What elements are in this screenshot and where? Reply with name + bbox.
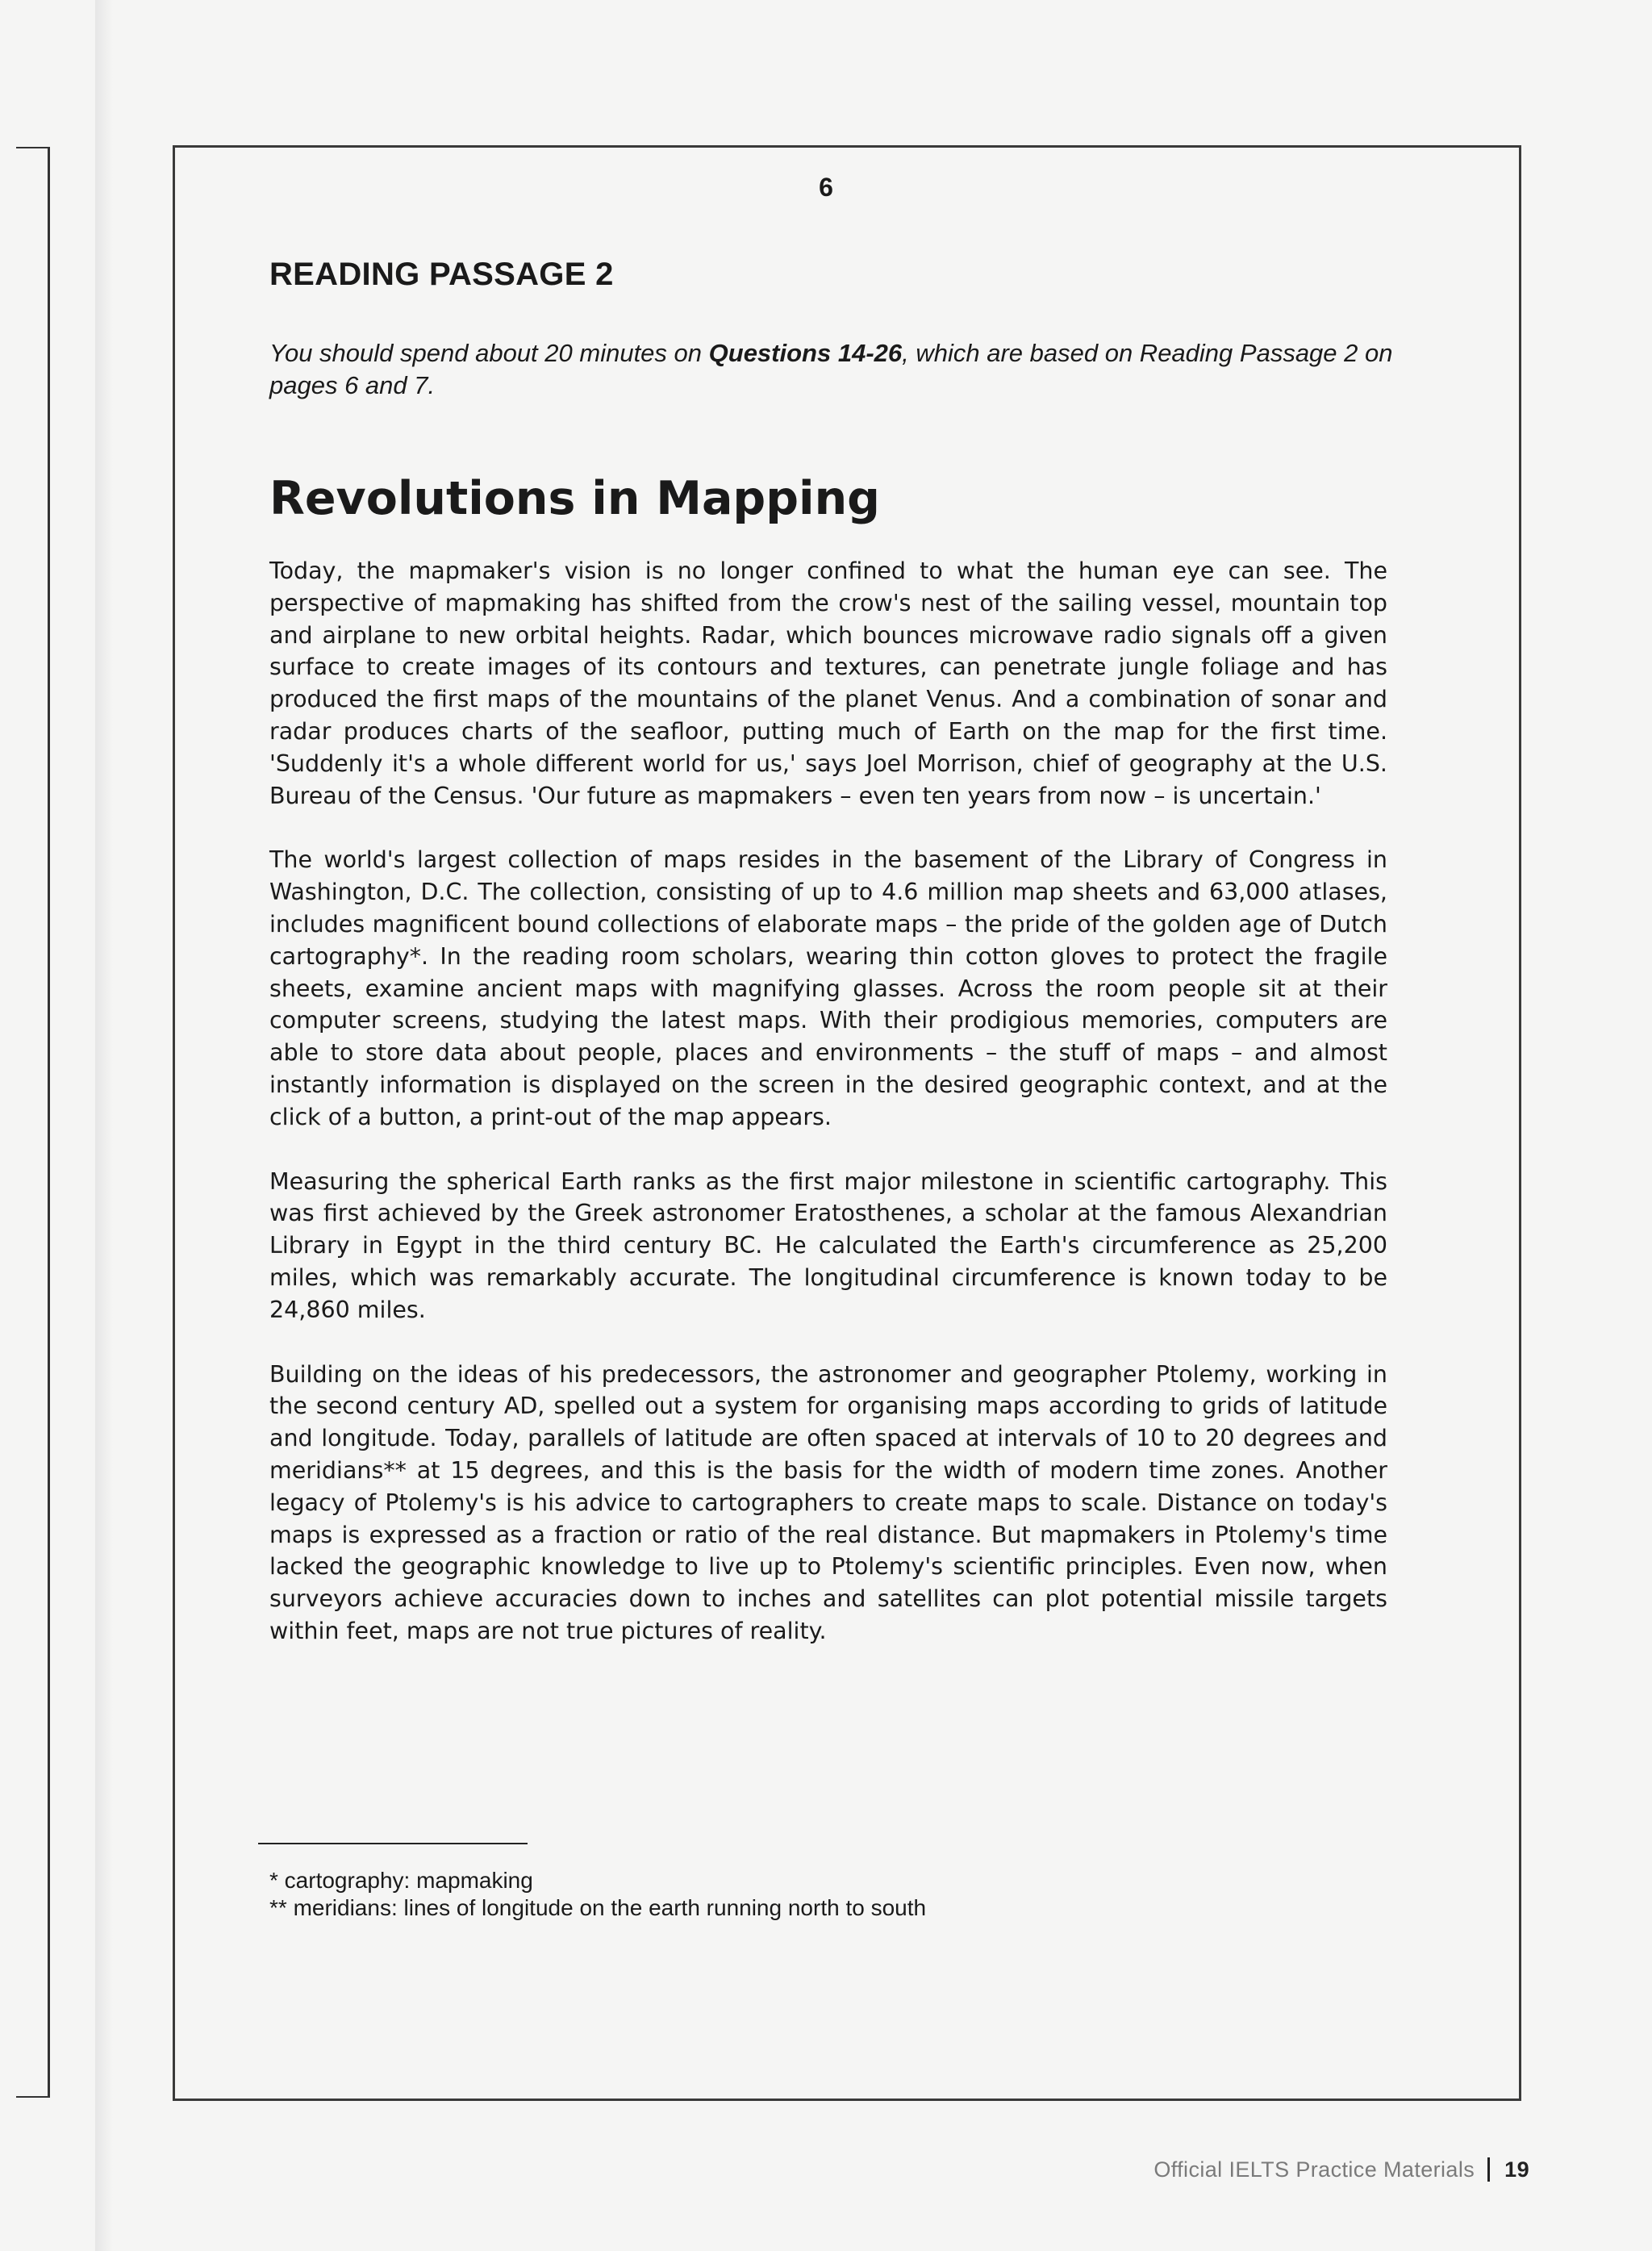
spine-shadow: [95, 0, 113, 2251]
footnotes: [269, 1867, 1318, 1922]
instructions-questions: Questions 14-26: [708, 339, 903, 367]
section-title: READING PASSAGE 2: [269, 257, 614, 292]
footer-page-number: 19: [1504, 2157, 1529, 2182]
instructions: [269, 337, 1463, 402]
paragraph-4: Building on the ideas of his predecessors, the astronomer and geographer Ptolemy, working in the second century AD, spelled out a system for organising maps according to grids of latitude and longitude. Today, parallels of latitude are often spaced at intervals of 10 to 20 degrees and meridians** at 15 degrees, and this is the basis for the width of modern time zones. Another legacy of Ptolemy's is his advice to cartographers to create maps to scale. Distance on today's maps is expressed as a fraction or ratio of the real distance. But mapmakers in Ptolemy's time lacked the geographic knowledge to live up to Ptolemy's scientific principles. Even now, when surveyors achieve accuracies down to inches and satellites can plot potential missile targets within feet, maps are not true pictures of reality.: [269, 1360, 1387, 1644]
footnote-meridians: ** meridians: lines of longitude on the earth running north to south: [269, 1895, 927, 1920]
footer-separator: [1487, 2157, 1490, 2182]
passage-body: [269, 555, 1387, 1680]
paragraph-1: Today, the mapmaker's vision is no longer confined to what the human eye can see. The perspective of mapmaking has shifted from the crow's nest of the sailing vessel, mountain top and airplane to new orbital heights. Radar, which bounces microwave radio signals off a given surface to create images of its contours and textures, can penetrate jungle foliage and has produced the first maps of the mountains of the planet Venus. And a combination of sonar and radar produces charts of the seafloor, putting much of Earth on the map for the first time. 'Suddenly it's a whole different world for us,' says Joel Morrison, chief of geography at the U.S. Bureau of the Census. 'Our future as mapmakers – even ten years from now – is uncertain.': [269, 558, 1387, 809]
passage-title: Revolutions in Mapping: [269, 472, 880, 525]
paragraph-2: The world's largest collection of maps resides in the basement of the Library of Congress in Washington, D.C. The collection, consisting of up to 4.6 million map sheets and 63,000 atlases, includes magnificent bound collections of elaborate maps – the pride of the golden age of Dutch cartography*. In the reading room scholars, wearing thin cotton gloves to protect the fragile sheets, examine ancient maps with magnifying glasses. Across the room people sit at their computer screens, studying the latest maps. With their prodigious memories, computers are able to store data about people, places and environments – the stuff of maps – and almost instantly information is displayed on the screen in the desired geographic context, and at the click of a button, a print-out of the map appears.: [269, 846, 1387, 1130]
footer-series-title: Official IELTS Practice Materials: [1153, 2157, 1475, 2182]
instructions-text-before: You should spend about 20 minutes on: [269, 339, 709, 367]
instructions-text-after: , which are based on Reading Passage 2 on pages 6 and 7.: [269, 339, 1393, 399]
page-number: 6: [819, 173, 833, 202]
running-footer: [1129, 2157, 1529, 2182]
paragraph-3: Measuring the spherical Earth ranks as the first major milestone in scientific cartography. This was first achieved by the Greek astronomer Eratosthenes, a scholar at the famous Alexandrian Library in Egypt in the third century BC. He calculated the Earth's circumference as 25,200 miles, which was remarkably accurate. The longitudinal circumference is known today to be 24,860 miles.: [269, 1167, 1387, 1323]
footnote-cartography: * cartography: mapmaking: [269, 1868, 533, 1893]
margin-bracket: [16, 147, 50, 2098]
footnote-divider: [258, 1843, 528, 1844]
